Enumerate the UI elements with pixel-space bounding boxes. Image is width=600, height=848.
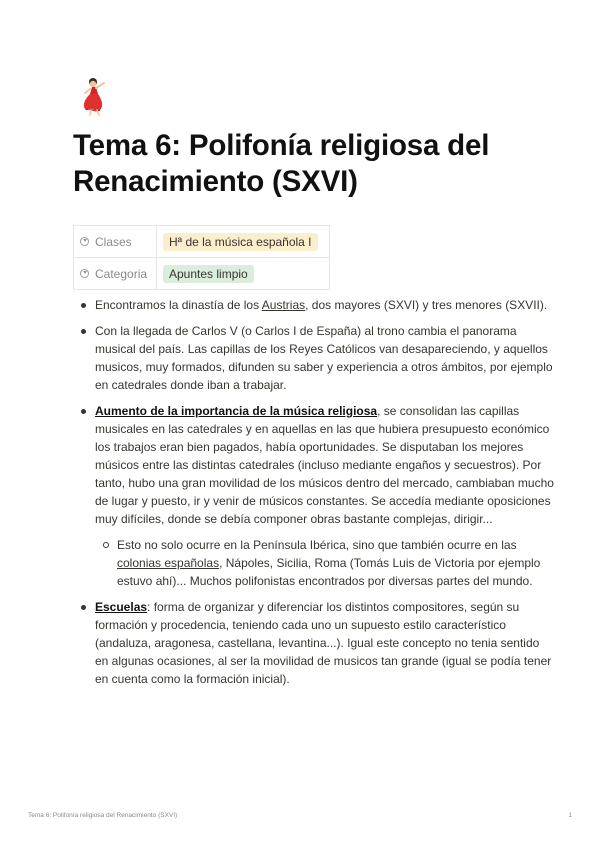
list-item: Esto no solo ocurre en la Península Ibérica, sino que también ocurre en las colonias españolas, Nápoles, Sicilia, Roma (Tomás Luis de Victoria por ejemplo estuvo ahí)... Muchos polifonistas encontrados por diversas partes del mundo. bbox=[117, 536, 555, 590]
property-key: Clases bbox=[95, 234, 132, 249]
list-item: Aumento de la importancia de la música religiosa, se consolidan las capillas musicales en las catedrales y en aquellas en las que hubiera presupuesto económico los trabajos eran bien pagados, había oportunidades. Se disputaban los mejores músicos entre las distintas catedrales (incluso mediante engaños y secuestros). Por tanto, hubo una gran movilidad de los músicos dentro del mercado, cambiaban mucho de lugar y puesto, ir y venir de músicos constantes. Se accedía mediante oposiciones muy difíciles, donde se debía componer obras bastante complejas, dirigir... Esto no solo ocurre en la Península Ibérica, sino que también ocurre en las colonias españolas, Nápoles, Sicilia, Roma (Tomás Luis de Victoria por ejemplo estuvo ahí)... Muchos polifonistas encontrados por diversas partes del mundo. bbox=[95, 404, 554, 588]
property-tag[interactable]: Hª de la música española I bbox=[163, 233, 318, 251]
link-colonias[interactable]: colonias españolas bbox=[117, 556, 220, 570]
select-property-icon bbox=[80, 269, 89, 278]
list-item: Encontramos la dinastía de los Austrias, dos mayores (SXVI) y tres menores (SXVII). bbox=[95, 296, 555, 314]
property-key: Categoria bbox=[95, 266, 148, 281]
footer-title: Tema 6: Polifonía religiosa del Renacimiento (SXVI) bbox=[28, 812, 178, 819]
page-number: 1 bbox=[568, 812, 572, 819]
flamenco-dancer-icon bbox=[78, 76, 112, 116]
property-row-categoria bbox=[74, 258, 330, 290]
property-row-clases bbox=[74, 226, 330, 258]
list-item: Escuelas: forma de organizar y diferenciar los distintos compositores, según su formación y procedencia, teniendo cada uno un supuesto estilo característico (andaluza, aragonesa, castellana, levantina...). Igual este concepto no tenia sentido en algunas ocasiones, al ser la movilidad de musicos tan grande (igual se podía tener en cuenta como la formación inicial). bbox=[95, 598, 555, 688]
select-property-icon bbox=[80, 237, 89, 246]
bold-link-religiosa[interactable]: Aumento de la importancia de la música religiosa bbox=[95, 404, 378, 418]
property-tag[interactable]: Apuntes limpio bbox=[163, 265, 254, 283]
bold-link-escuelas[interactable]: Escuelas bbox=[95, 600, 148, 614]
sub-list bbox=[95, 536, 555, 590]
page-title: Tema 6: Polifonía religiosa del Renacimiento (SXVI) bbox=[73, 129, 490, 198]
bullet-list bbox=[73, 296, 555, 696]
link-austrias[interactable]: Austrias bbox=[261, 298, 306, 312]
properties-table bbox=[73, 225, 330, 290]
list-item: Con la llegada de Carlos V (o Carlos I de España) al trono cambia el panorama musical del país. Las capillas de los Reyes Católicos van desapareciendo, y aquellos musicos, muy formados, difunden su saber y experiencia a otros ámbitos, por ejemplo en catedrales donde iban a trabajar. bbox=[95, 322, 555, 394]
page-footer bbox=[28, 812, 572, 819]
